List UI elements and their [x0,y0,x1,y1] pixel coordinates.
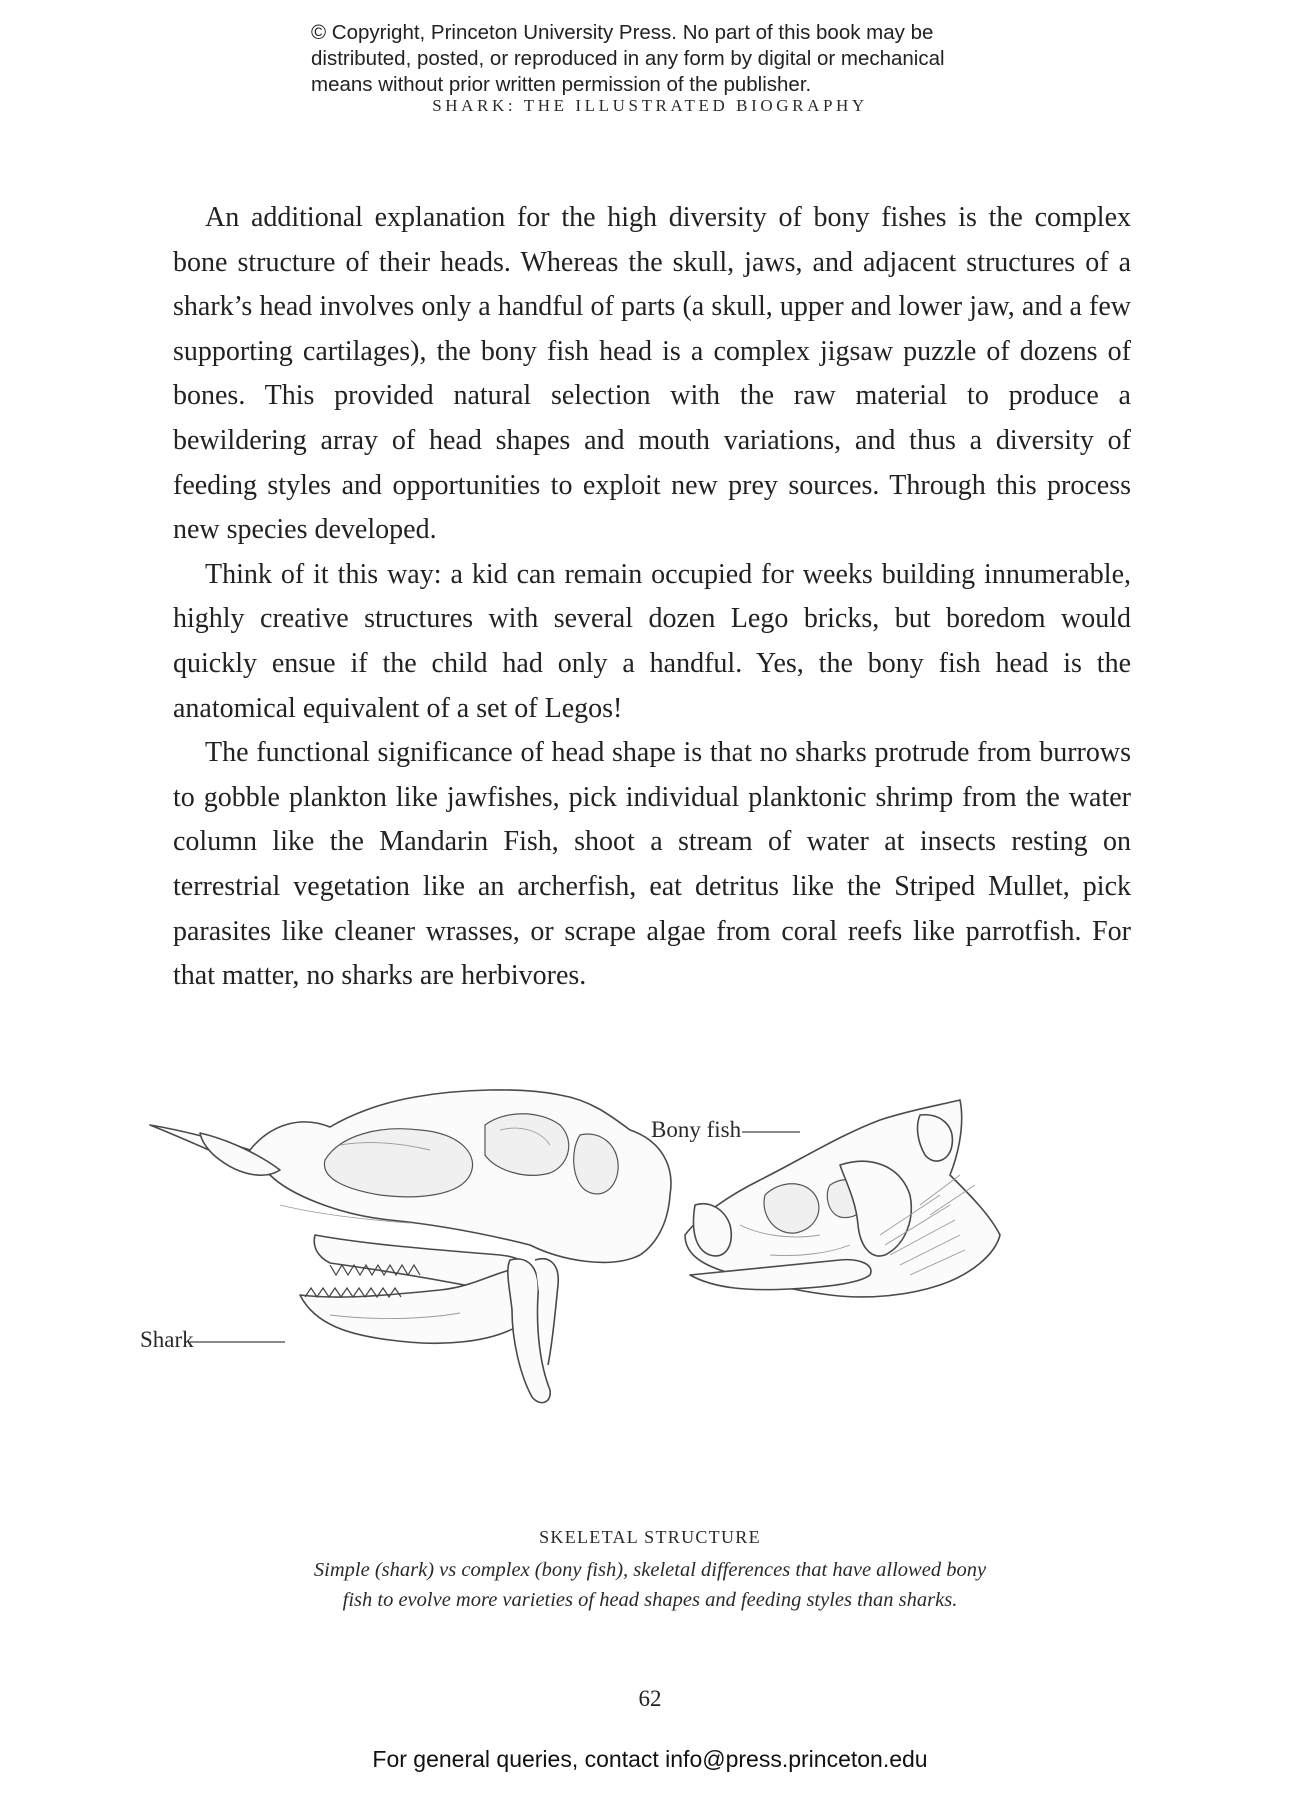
contact-footer: For general queries, contact info@press.princeton.edu [372,1746,928,1772]
shark-skull-drawing [150,1090,671,1403]
skeletal-illustration [140,1085,1140,1485]
caption-text: Simple (shark) vs complex (bony fish), skeletal differences that have allowed bony fish to evolve more varieties of head shapes and feeding styles than sharks. [313,1559,987,1611]
caption-title: SKELETAL STRUCTURE [539,1527,761,1547]
paragraph-1: An additional explanation for the high diversity of bony fishes is the complex bone structure of their heads. Whereas the skull, jaws, and adjacent structures of a shark’s head involves only a handful of parts (a skull, upper and lower jaw, and a few supporting cartilages), the bony fish head is a complex jigsaw puzzle of dozens of bones. This provided natural selection with the raw material to produce a bewildering array of head shapes and mouth variations, and thus a diversity of feeding styles and opportunities to exploit new prey sources. Through this process new species developed. [173,202,1131,546]
shark-label: Shark [140,1327,194,1352]
running-head: SHARK: THE ILLUSTRATED BIOGRAPHY [432,96,868,115]
copyright-notice: © Copyright, Princeton University Press. No part of this book may be distributed, posted, or reproduced in any form by digital or mechanical means without prior written permission of the publisher. [311,21,945,96]
paragraph-3: The functional significance of head shape is that no sharks protrude from burrows to gobble plankton like jawfishes, pick individual planktonic shrimp from the water column like the Mandarin Fish, shoot a stream of water at insects resting on terrestrial vegetation like an archerfish, eat detritus like the Striped Mullet, pick parasites like cleaner wrasses, or scrape algae from coral reefs like parrotfish. For that matter, no sharks are herbivores. [173,737,1131,992]
page-number: 62 [638,1686,662,1711]
paragraph-2: Think of it this way: a kid can remain occupied for weeks building innumerable, highly creative structures with several dozen Lego bricks, but boredom would quickly ensue if the child had only a handful. Yes, the bony fish head is the anatomical equivalent of a set of Legos! [173,558,1131,724]
body-text [173,196,1131,999]
skeletal-figure [140,1085,1140,1485]
bony-fish-label: Bony fish [651,1117,742,1142]
